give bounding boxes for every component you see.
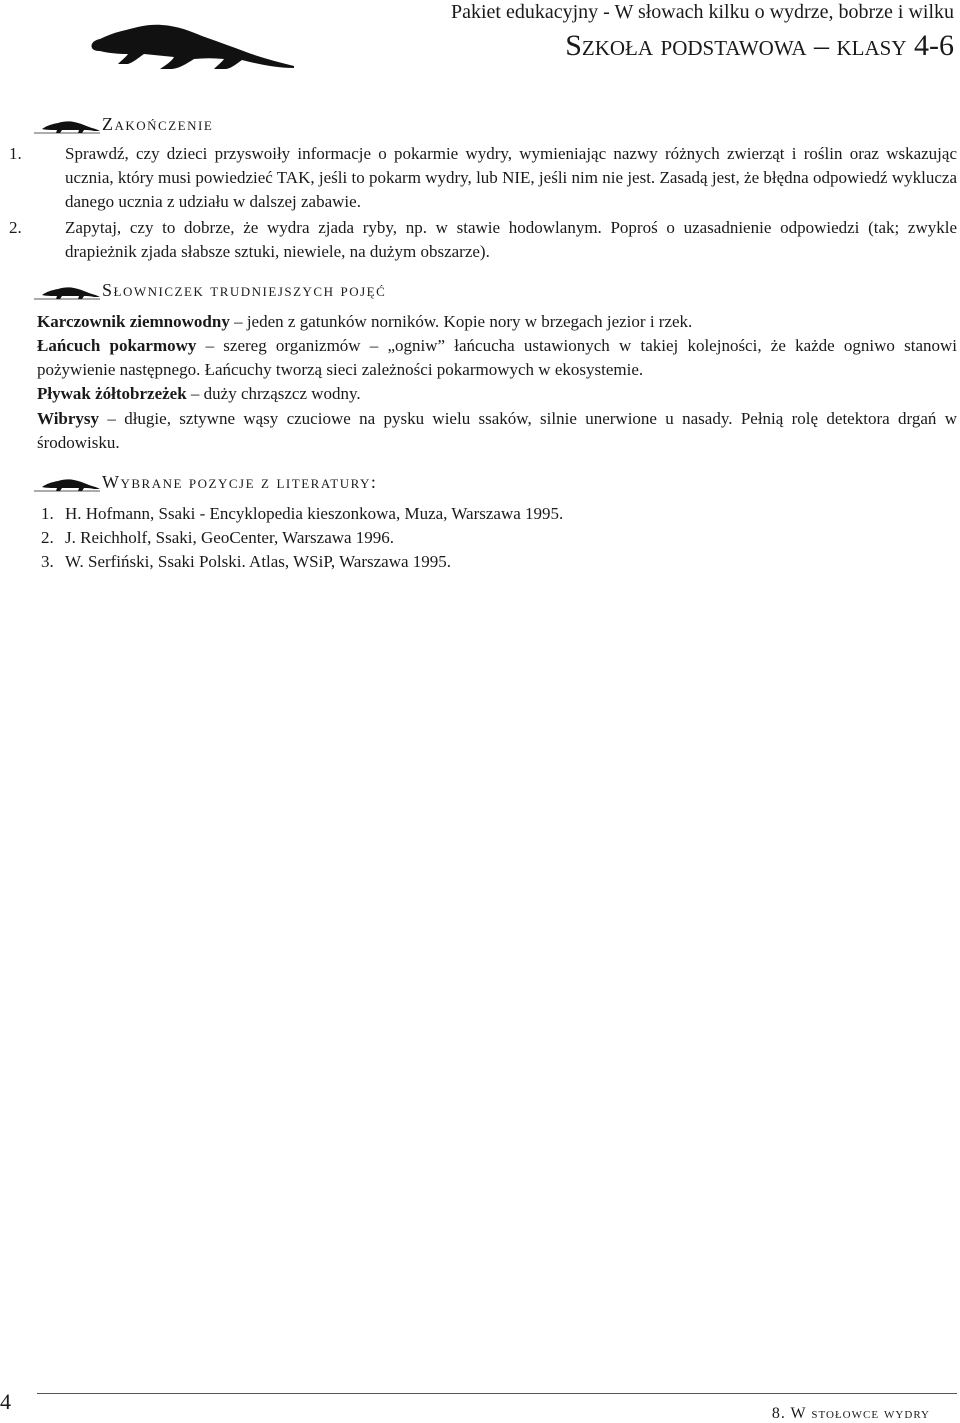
list-item xyxy=(41,550,451,574)
glossary-definition: – długie, sztywne wąsy czuciowe na pysku wielu ssaków, silnie unerwione u nasady. Pełnią rolę detektora drgań w środowisku. xyxy=(37,409,957,452)
section-title: Zakończenie xyxy=(102,114,214,134)
list-item-number: 1. xyxy=(9,144,22,163)
otter-silhouette-icon xyxy=(34,280,100,302)
header-series-title: Pakiet edukacyjny - W słowach kilku o wydrze, bobrze i wilku xyxy=(450,1,954,23)
glossary-term: Pływak żółtobrzeżek xyxy=(37,384,187,403)
list-item-number: 2. xyxy=(9,218,22,237)
glossary-term: Łańcuch pokarmowy xyxy=(37,336,197,355)
list-item-number: 3. xyxy=(41,552,54,571)
glossary-definition: – duży chrząszcz wodny. xyxy=(186,384,361,403)
footer-divider xyxy=(37,1393,957,1394)
header-school-level: Szkoła podstawowa – klasy 4-6 xyxy=(565,29,954,62)
otter-silhouette-icon xyxy=(86,14,296,74)
list-item-text: Zapytaj, czy to dobrze, że wydra zjada ryby, np. w stawie hodowlanym. Poproś o uzasadnienie odpowiedzi (tak; zwykle drapieżnik zjada słabsze sztuki, niewiele, na dużym obszarze). xyxy=(65,218,957,261)
glossary-entry xyxy=(37,407,957,455)
list-item-text: W. Serfiński, Ssaki Polski. Atlas, WSiP, Warszawa 1995. xyxy=(65,552,452,571)
section-heading-slowniczek xyxy=(34,280,934,304)
list-item xyxy=(41,526,394,550)
glossary-entry xyxy=(37,310,957,334)
glossary-entry xyxy=(37,382,957,406)
list-item xyxy=(9,142,957,214)
glossary-term: Karczownik ziemnowodny xyxy=(37,312,230,331)
list-item-text: J. Reichholf, Ssaki, GeoCenter, Warszawa 1996. xyxy=(65,528,395,547)
footer-chapter-title: 8. W stołowce wydry xyxy=(771,1405,930,1422)
otter-silhouette-icon xyxy=(34,472,100,494)
otter-silhouette-icon xyxy=(34,114,100,136)
glossary-term: Wibrysy xyxy=(37,409,100,428)
list-item xyxy=(9,216,957,264)
section-heading-zakonczenie xyxy=(34,114,934,138)
list-item-number: 2. xyxy=(41,528,54,547)
list-item xyxy=(41,502,563,526)
page-number: 4 xyxy=(0,1389,11,1414)
section-title: Słowniczek trudniejszych pojęć xyxy=(102,280,387,300)
list-item-text: H. Hofmann, Ssaki - Encyklopedia kieszonkowa, Muza, Warszawa 1995. xyxy=(65,504,564,523)
section-title: Wybrane pozycje z literatury: xyxy=(102,472,378,492)
glossary-entry xyxy=(37,334,957,382)
section-heading-literatura xyxy=(34,472,934,496)
list-item-text: Sprawdź, czy dzieci przyswoiły informacje o pokarmie wydry, wymieniając nazwy różnych zwierząt i roślin oraz wskazując ucznia, który musi powiedzieć TAK, jeśli to pokarm wydry, lub NIE, jeśli nim nie jest. Zasadą jest, że błędna odpowiedź wyklucza danego ucznia z udziału w dalszej zabawie. xyxy=(65,144,957,211)
glossary-definition: – szereg organizmów – „ogniw” łańcucha ustawionych w takiej kolejności, że każde ogniwo stanowi pożywienie następnego. Łańcuchy tworzą sieci zależności pokarmowych w ekosystemie. xyxy=(37,336,958,379)
list-item-number: 1. xyxy=(41,504,54,523)
glossary-definition: – jeden z gatunków norników. Kopie nory w brzegach jezior i rzek. xyxy=(229,312,693,331)
